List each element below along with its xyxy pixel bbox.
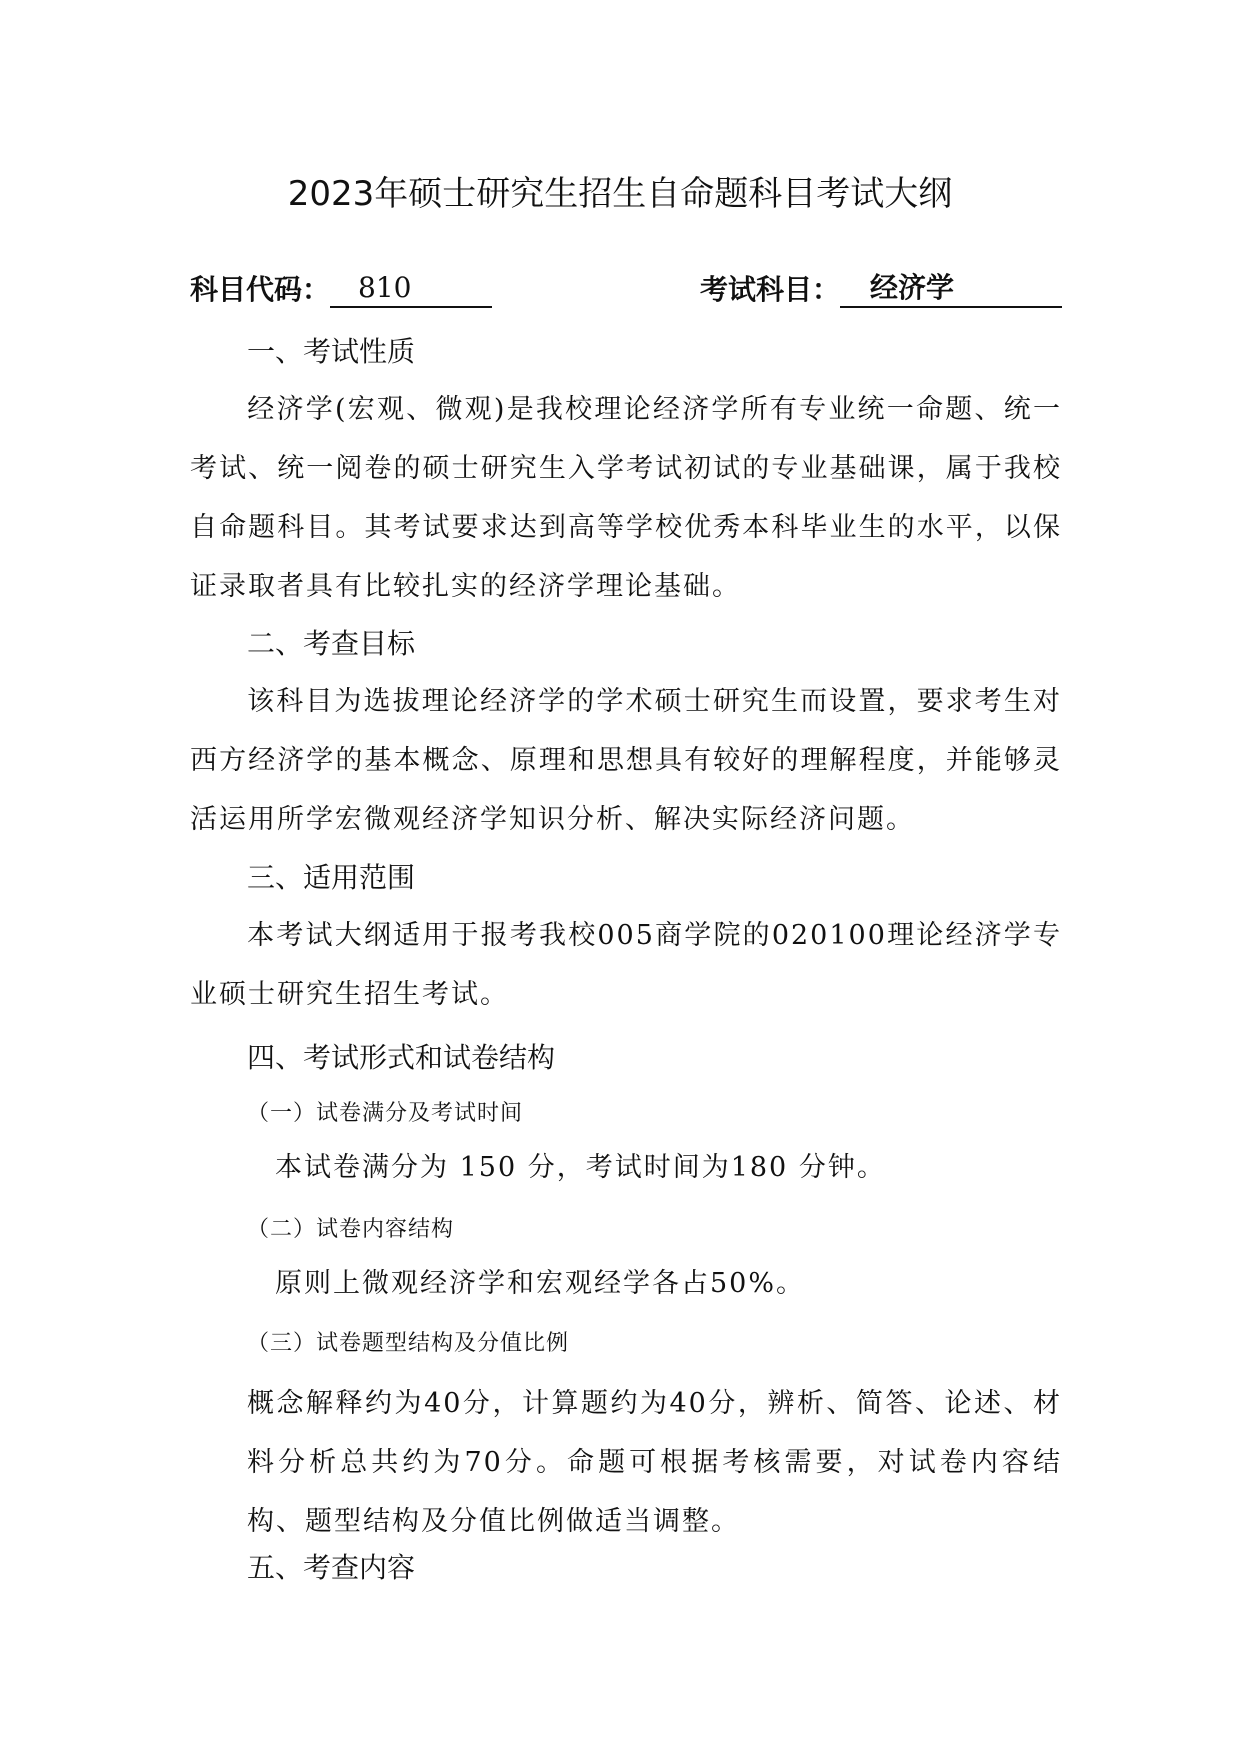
section-4-sub2-text: 原则上微观经济学和宏观经学各占50%。 <box>275 1268 806 1299</box>
section-2-paragraph <box>190 672 1062 849</box>
section-4-sub3-text: 概念解释约为40分，计算题约为40分，辨析、简答、论述、材料分析总共约为70分。命题可根据考核需要，对试卷内容结构、题型结构及分值比例做适当调整。 <box>247 1388 1062 1537</box>
section-5-heading: 五、考查内容 <box>247 1551 416 1584</box>
exam-subject-value: 经济学 <box>840 268 1062 308</box>
section-2-text: 该科目为选拔理论经济学的学术硕士研究生而设置，要求考生对西方经济学的基本概念、原理和思想具有较好的理解程度，并能够灵活运用所学宏微观经济学知识分析、解决实际经济问题。 <box>190 686 1062 835</box>
section-4-heading: 四、考试形式和试卷结构 <box>247 1041 556 1074</box>
section-3-heading: 三、适用范围 <box>247 861 416 894</box>
section-4-sub1-label: （一）试卷满分及考试时间 <box>247 1101 524 1126</box>
document-title: 2023年硕士研究生招生自命题科目考试大纲 <box>287 174 953 214</box>
subject-code-label: 科目代码： <box>190 273 331 306</box>
section-1-paragraph <box>190 380 1062 616</box>
section-3-text: 本考试大纲适用于报考我校005商学院的020100理论经济学专业硕士研究生招生考试。 <box>190 920 1062 1010</box>
subject-info-row <box>190 268 1062 312</box>
section-4-sub2-label: （二）试卷内容结构 <box>247 1217 455 1242</box>
section-1-text: 经济学(宏观、微观)是我校理论经济学所有专业统一命题、统一考试、统一阅卷的硕士研究生入学考试初试的专业基础课，属于我校自命题科目。其考试要求达到高等学校优秀本科毕业生的水平，以保证录取者具有比较扎实的经济学理论基础。 <box>190 394 1062 602</box>
section-1-heading: 一、考试性质 <box>247 335 416 368</box>
section-4-sub3-paragraph <box>247 1374 1062 1551</box>
subject-code-value: 810 <box>330 268 492 308</box>
section-3-paragraph <box>190 906 1062 1024</box>
exam-subject-label: 考试科目： <box>700 273 841 306</box>
section-2-heading: 二、考查目标 <box>247 627 416 660</box>
section-4-sub3-label: （三）试卷题型结构及分值比例 <box>247 1331 570 1356</box>
section-4-sub1-text: 本试卷满分为 150 分，考试时间为180 分钟。 <box>275 1152 886 1183</box>
